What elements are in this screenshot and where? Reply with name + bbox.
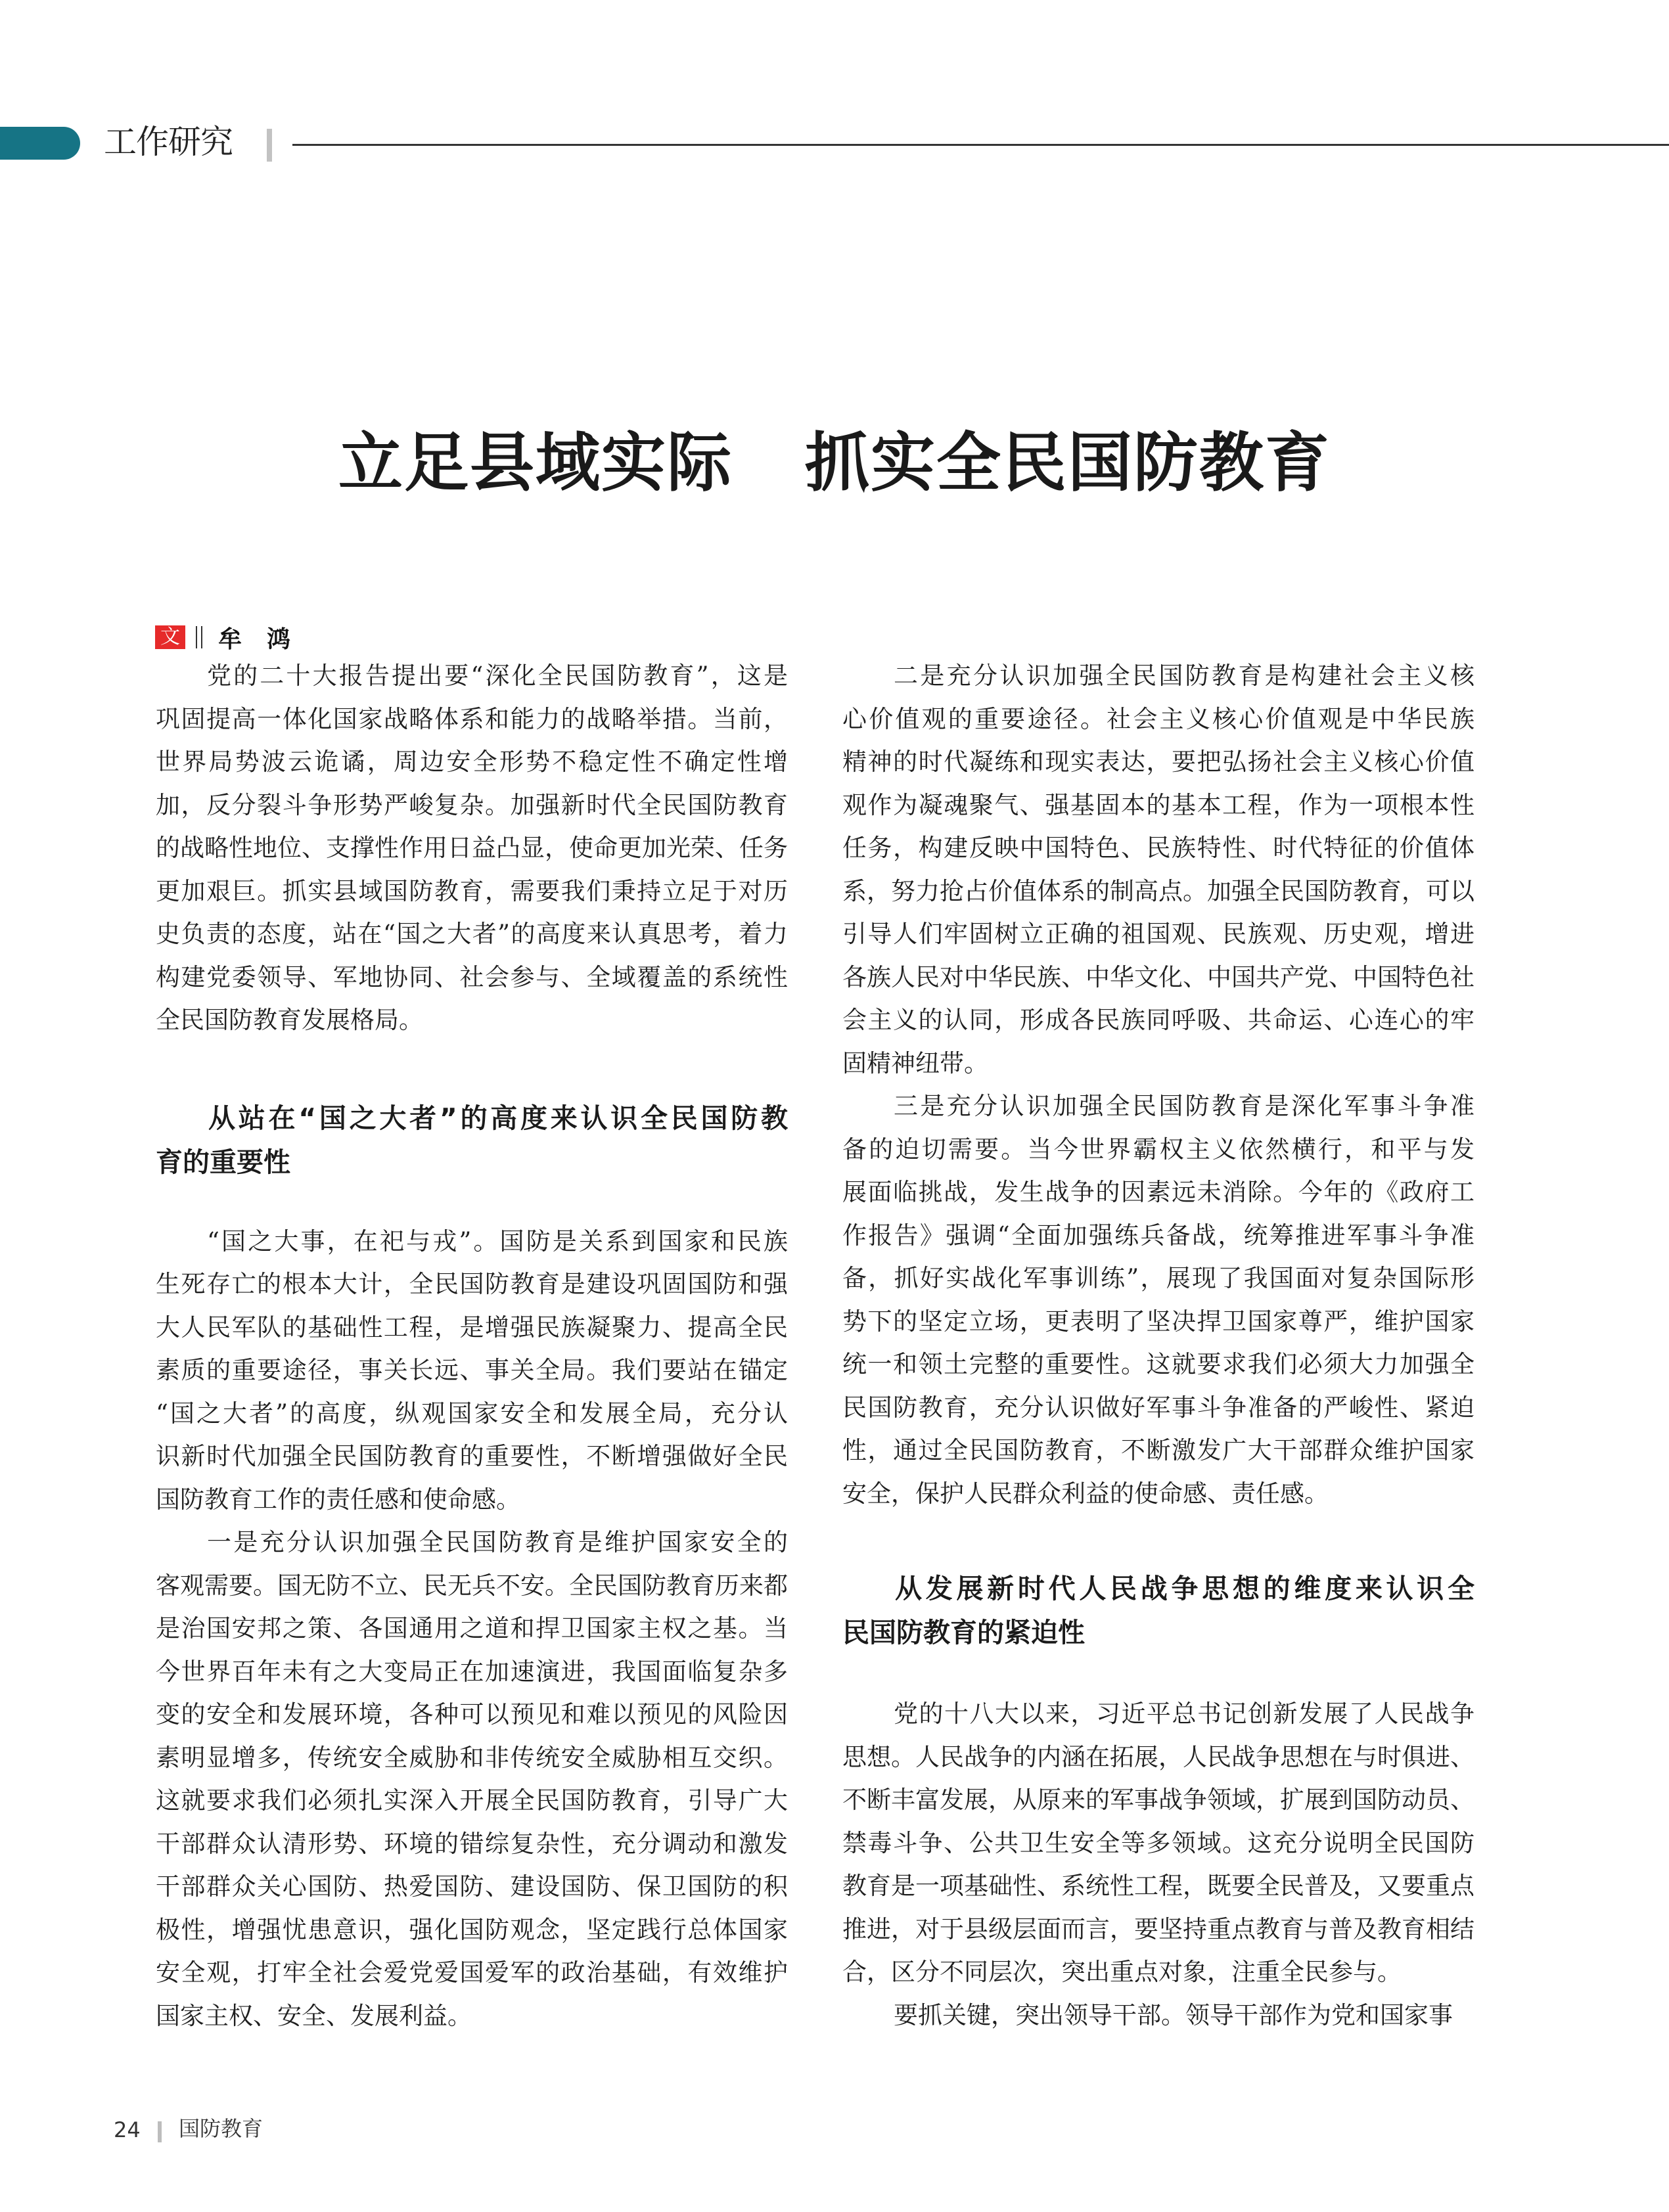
text-line: 合，区分不同层次，突出重点对象，注重全民参与。 [842,1958,1402,1986]
heading-line: 从站在“国之大者”的高度来认识全民国防教 [208,1102,788,1134]
text-line: 三是充分认识加强全民国防教育是深化军事斗争准 [894,1092,1475,1120]
page-number: 24 [114,2117,141,2142]
text-line: 大人民军队的基础性工程，是增强民族凝聚力、提高全民 [156,1313,788,1342]
text-line: 作报告》强调“全面加强练兵备战，统筹推进军事斗争准 [842,1221,1475,1250]
text-line: 识新时代加强全民国防教育的重要性，不断增强做好全民 [156,1442,788,1470]
text-line: 巩固提高一体化国家战略体系和能力的战略举措。当前， [156,704,788,733]
text-line: 禁毒斗争、公共卫生安全等多领域。这充分说明全民国防 [842,1828,1475,1857]
text-line: 任务，构建反映中国特色、民族特性、时代特征的价值体 [842,834,1475,862]
text-line: 素质的重要途径，事关长远、事关全局。我们要站在锚定 [156,1356,788,1384]
title-part-2: 抓实全民国防教育 [805,426,1331,501]
article-title [0,420,1669,506]
text-line: 思想。人民战争的内涵在拓展，人民战争思想在与时俱进、 [842,1742,1475,1771]
footer-separator [158,2121,162,2142]
text-line: 不断丰富发展，从原来的军事战争领域，扩展到国防动员、 [842,1786,1475,1814]
text-line: “国之大事，在祀与戎”。国防是关系到国家和民族 [207,1227,788,1255]
header-rule [292,144,1669,146]
heading-line: 育的重要性 [156,1146,290,1178]
publication-name: 国防教育 [179,2116,263,2141]
text-line: 备的迫切需要。当今世界霸权主义依然横行，和平与发 [842,1135,1475,1163]
byline-badge: 文 [155,625,185,649]
text-line: 备，抓好实战化军事训练”，展现了我国面对复杂国际形 [842,1264,1475,1292]
text-line: 极性，增强忧患意识，强化国防观念，坚定践行总体国家 [156,1915,788,1944]
text-line: 世界局势波云诡谲，周边安全形势不稳定性不确定性增 [156,748,788,776]
text-line: 干部群众认清形势、环境的错综复杂性，充分调动和激发 [156,1829,788,1858]
text-line: 更加艰巨。抓实县域国防教育，需要我们秉持立足于对历 [156,876,788,905]
text-line: 干部群众关心国防、热爱国防、建设国防、保卫国防的积 [156,1872,788,1901]
section-separator [267,129,272,162]
heading-line: 从发展新时代人民战争思想的维度来认识全 [895,1573,1475,1604]
author-name: 牟鸿 [218,625,316,653]
text-line: 会主义的认同，形成各民族同呼吸、共命运、心连心的牢 [842,1006,1475,1034]
text-line: 二是充分认识加强全民国防教育是构建社会主义核 [894,662,1475,690]
byline-separator [196,626,202,648]
section-accent-pill [0,127,80,160]
text-line: 性，通过全民国防教育，不断激发广大干部群众维护国家 [842,1436,1475,1464]
text-line: 教育是一项基础性、系统性工程，既要全民普及，又要重点 [842,1872,1475,1900]
text-line: 加，反分裂斗争形势严峻复杂。加强新时代全民国防教育 [156,790,788,819]
text-line: 各族人民对中华民族、中华文化、中国共产党、中国特色社 [842,962,1475,991]
text-line: 这就要求我们必须扎实深入开展全民国防教育，引导广大 [156,1786,788,1815]
text-line: 心价值观的重要途径。社会主义核心价值观是中华民族 [842,704,1475,733]
text-line: 统一和领土完整的重要性。这就要求我们必须大力加强全 [842,1350,1475,1378]
text-line: 安全观，打牢全社会爱党爱国爱军的政治基础，有效维护 [156,1958,788,1987]
text-line: 推进，对于县级层面而言，要坚持重点教育与普及教育相结 [842,1914,1475,1943]
text-line: 展面临挑战，发生战争的因素远未消除。今年的《政府工 [842,1178,1475,1206]
text-line: 今世界百年未有之大变局正在加速演进，我国面临复杂多 [156,1657,788,1686]
section-label: 工作研究 [104,123,233,161]
text-line: 是治国安邦之策、各国通用之道和捍卫国家主权之基。当 [156,1614,788,1642]
text-line: 固精神纽带。 [842,1049,988,1077]
text-line: 党的二十大报告提出要“深化全民国防教育”，这是 [207,662,788,690]
text-line: 客观需要。国无防不立、民无兵不安。全民国防教育历来都 [156,1571,788,1600]
text-line: 变的安全和发展环境，各种可以预见和难以预见的风险因 [156,1700,788,1728]
text-line: 安全，保护人民群众利益的使命感、责任感。 [842,1479,1329,1508]
text-line: 民国防教育，充分认识做好军事斗争准备的严峻性、紧迫 [842,1393,1475,1422]
title-part-1: 立足县域实际 [338,426,733,501]
text-line: 国防教育工作的责任感和使命感。 [156,1485,520,1514]
text-line: “国之大者”的高度，纵观国家安全和发展全局，充分认 [156,1399,788,1428]
text-line: 要抓关键，突出领导干部。领导干部作为党和国家事 [894,2000,1453,2029]
text-line: 史负责的态度，站在“国之大者”的高度来认真思考，着力 [156,920,788,948]
text-line: 生死存亡的根本大计，全民国防教育是建设巩固国防和强 [156,1270,788,1298]
text-line: 全民国防教育发展格局。 [156,1006,423,1034]
text-line: 构建党委领导、军地协同、社会参与、全域覆盖的系统性 [156,962,788,991]
text-line: 系，努力抢占价值体系的制高点。加强全民国防教育，可以 [842,876,1475,905]
text-line: 精神的时代凝练和现实表达，要把弘扬社会主义核心价值 [842,748,1475,776]
text-line: 一是充分认识加强全民国防教育是维护国家安全的 [207,1528,788,1556]
heading-line: 民国防教育的紧迫性 [842,1617,1085,1648]
byline [155,624,316,653]
text-line: 国家主权、安全、发展利益。 [156,2001,472,2030]
text-line: 观作为凝魂聚气、强基固本的基本工程，作为一项根本性 [842,790,1475,819]
text-line: 党的十八大以来，习近平总书记创新发展了人民战争 [894,1700,1475,1728]
text-line: 势下的坚定立场，更表明了坚决捍卫国家尊严，维护国家 [842,1307,1475,1336]
text-line: 引导人们牢固树立正确的祖国观、民族观、历史观，增进 [842,920,1475,948]
text-line: 素明显增多，传统安全威胁和非传统安全威胁相互交织。 [156,1743,788,1772]
text-line: 的战略性地位、支撑性作用日益凸显，使命更加光荣、任务 [156,834,788,862]
